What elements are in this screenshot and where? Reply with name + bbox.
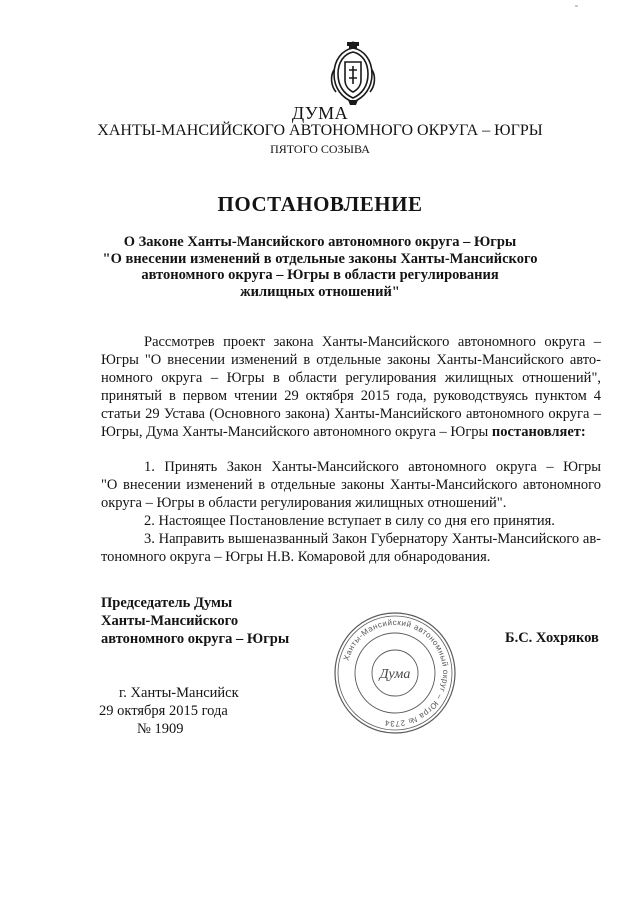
- item-1-line: округа – Югры в области регулирования жилищных отношений".: [101, 495, 507, 511]
- subject-line: "О внесении изменений в отдельные законы Ханты-Мансийского: [102, 250, 538, 267]
- issue-city: г. Ханты-Мансийск: [119, 685, 239, 701]
- issuing-body: ДУМА: [291, 103, 349, 123]
- coat-of-arms-icon: [328, 40, 378, 106]
- preamble-line: принятый в первом чтении 29 октября 2015 года, руководствуясь пунктом 4: [101, 388, 601, 404]
- stamp-ring-text: Ханты-Мансийский автономный округ – Югра: [341, 617, 451, 721]
- region-name: ХАНТЫ-МАНСИЙСКОГО АВТОНОМНОГО ОКРУГА – ЮГРЫ: [97, 122, 543, 139]
- document-number: № 1909: [137, 721, 184, 737]
- scan-mark: [575, 5, 578, 7]
- preamble-line: статьи 29 Устава (Основного закона) Ханты-Мансийского автономного округа –: [101, 406, 601, 422]
- convocation: ПЯТОГО СОЗЫВА: [270, 142, 370, 156]
- issue-date: 29 октября 2015 года: [99, 703, 228, 719]
- subject-line: О Законе Ханты-Мансийского автономного округа – Югры: [123, 234, 517, 250]
- signatory-title-line: Ханты-Мансийского: [101, 613, 239, 629]
- preamble-line: Югры "О внесении изменений в отдельные законы Ханты-Мансийского авто-: [101, 352, 601, 368]
- signatory-title: [101, 594, 289, 648]
- issue-details: [99, 684, 239, 738]
- item-1-line: 1. Принять Закон Ханты-Мансийского автономного округа – Югры: [144, 459, 601, 475]
- resolution-items: [101, 458, 601, 566]
- subject-line: автономного округа – Югры в области регулирования: [141, 267, 499, 283]
- stamp-number: № 2734: [383, 714, 419, 729]
- item-1-line: "О внесении изменений в отдельные законы Ханты-Мансийского автономного: [101, 477, 601, 493]
- preamble-last-line: [101, 423, 601, 441]
- subject-heading: [0, 234, 640, 300]
- signatory-name: Б.С. Хохряков: [505, 630, 599, 646]
- item-3-line: 3. Направить вышеназванный Закон Губернатору Ханты-Мансийского ав-: [144, 531, 601, 547]
- subject-line: жилищных отношений": [240, 283, 400, 300]
- document-type-title: ПОСТАНОВЛЕНИЕ: [217, 192, 423, 216]
- signatory-title-line: Председатель Думы: [101, 595, 233, 611]
- official-stamp: [330, 608, 460, 738]
- preamble-line: Югры, Дума Ханты-Мансийского автономного округа – Югры: [101, 424, 489, 440]
- preamble-paragraph: [101, 333, 601, 441]
- stamp-center-text: Дума: [379, 667, 411, 682]
- item-3-line: тономного округа – Югры Н.В. Комаровой для обнародования.: [101, 549, 491, 565]
- resolution-verb: постановляет:: [491, 424, 586, 440]
- item-2-line: 2. Настоящее Постановление вступает в силу со дня его принятия.: [144, 513, 555, 529]
- preamble-line: Рассмотрев проект закона Ханты-Мансийского автономного округа –: [144, 334, 601, 350]
- preamble-line: номного округа – Югры в области регулирования жилищных отношений",: [101, 370, 601, 386]
- signatory-title-line: автономного округа – Югры: [101, 631, 290, 647]
